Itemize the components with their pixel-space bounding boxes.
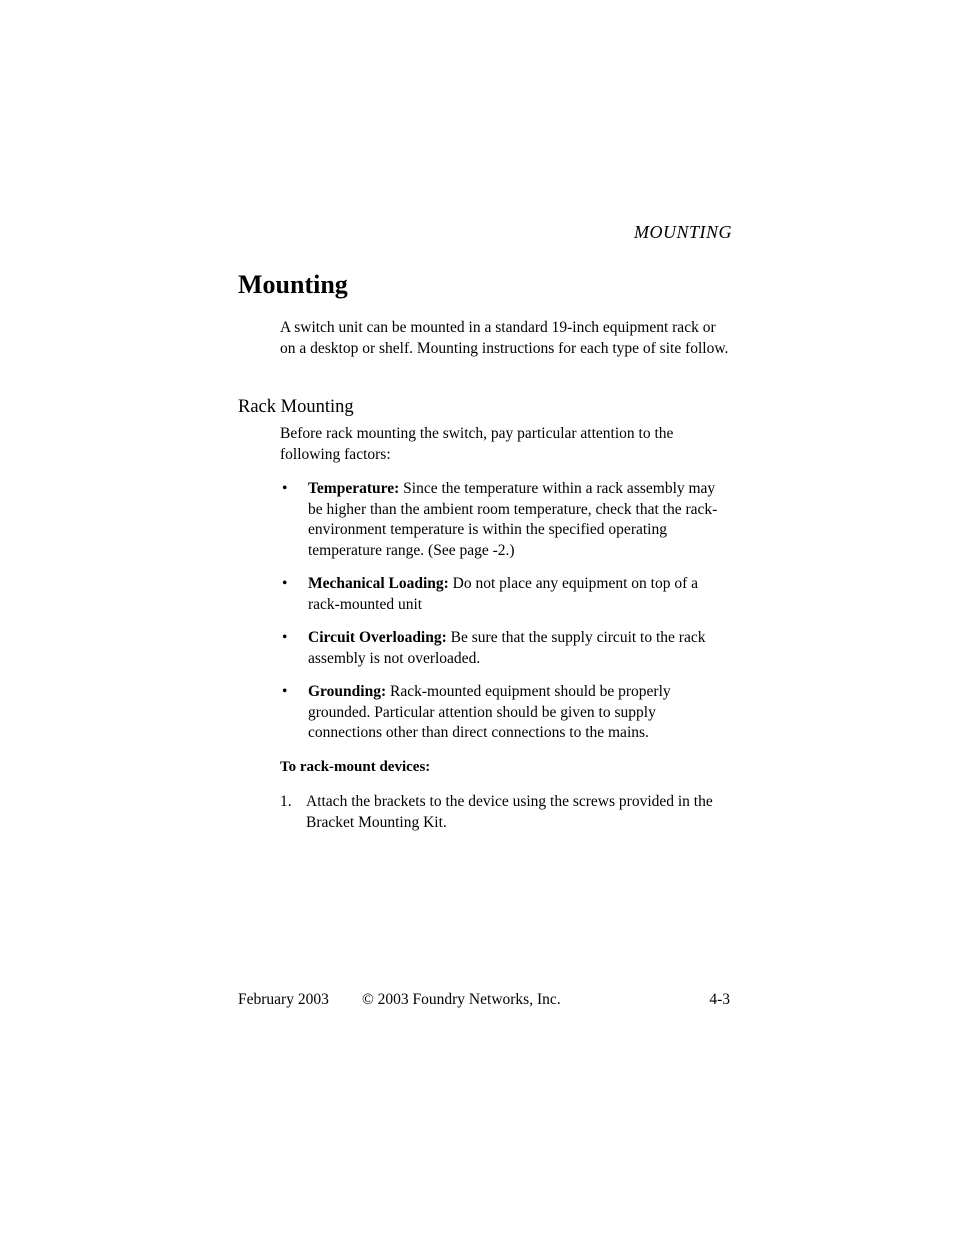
page-title: Mounting	[238, 270, 348, 299]
footer-page-number: 4-3	[709, 991, 730, 1008]
bullet-glyph: •	[282, 575, 288, 592]
list-item	[280, 574, 732, 615]
step-text: Attach the brackets to the device using the screws provided in the Bracket Mounting Kit.	[306, 793, 713, 831]
intro-paragraph: A switch unit can be mounted in a standard 19-inch equipment rack or on a desktop or shelf. Mounting instructions for each type of site follow.	[280, 319, 729, 357]
procedure-heading: To rack-mount devices:	[280, 759, 431, 775]
running-head-rest: OUNTING	[649, 222, 732, 242]
list-item	[280, 479, 732, 561]
section-intro-paragraph: Before rack mounting the switch, pay particular attention to the following factors:	[280, 425, 674, 463]
bullet-term: Mechanical Loading:	[308, 575, 449, 592]
bullet-term: Circuit Overloading:	[308, 629, 447, 646]
running-head-initial: M	[633, 222, 650, 242]
list-item	[280, 792, 732, 833]
running-head	[634, 222, 732, 243]
bullet-glyph: •	[282, 683, 288, 700]
section-heading: Rack Mounting	[238, 397, 354, 417]
bullet-term: Temperature:	[308, 480, 400, 497]
step-number: 1.	[280, 793, 292, 810]
bullet-text: Rack-mounted equipment should be properly grounded. Particular attention should be given to supply connections other than direct connections to the mains.	[308, 683, 671, 741]
bullet-text: Do not place any equipment on top of a rack-mounted unit	[308, 575, 699, 613]
steps-list	[280, 792, 732, 833]
bullet-glyph: •	[282, 629, 288, 646]
factors-list	[280, 479, 732, 757]
footer-copyright: © 2003 Foundry Networks, Inc.	[362, 991, 561, 1008]
bullet-text: Since the temperature within a rack assembly may be higher than the ambient room temperature, check that the rack-environment temperature is within the specified operating temperature range. (See page -2.)	[308, 480, 718, 559]
list-item	[280, 628, 732, 669]
bullet-term: Grounding:	[308, 683, 387, 700]
bullet-glyph: •	[282, 480, 288, 497]
bullet-text: Be sure that the supply circuit to the rack assembly is not overloaded.	[308, 629, 706, 667]
footer-date: February 2003	[238, 991, 329, 1008]
list-item	[280, 682, 732, 744]
